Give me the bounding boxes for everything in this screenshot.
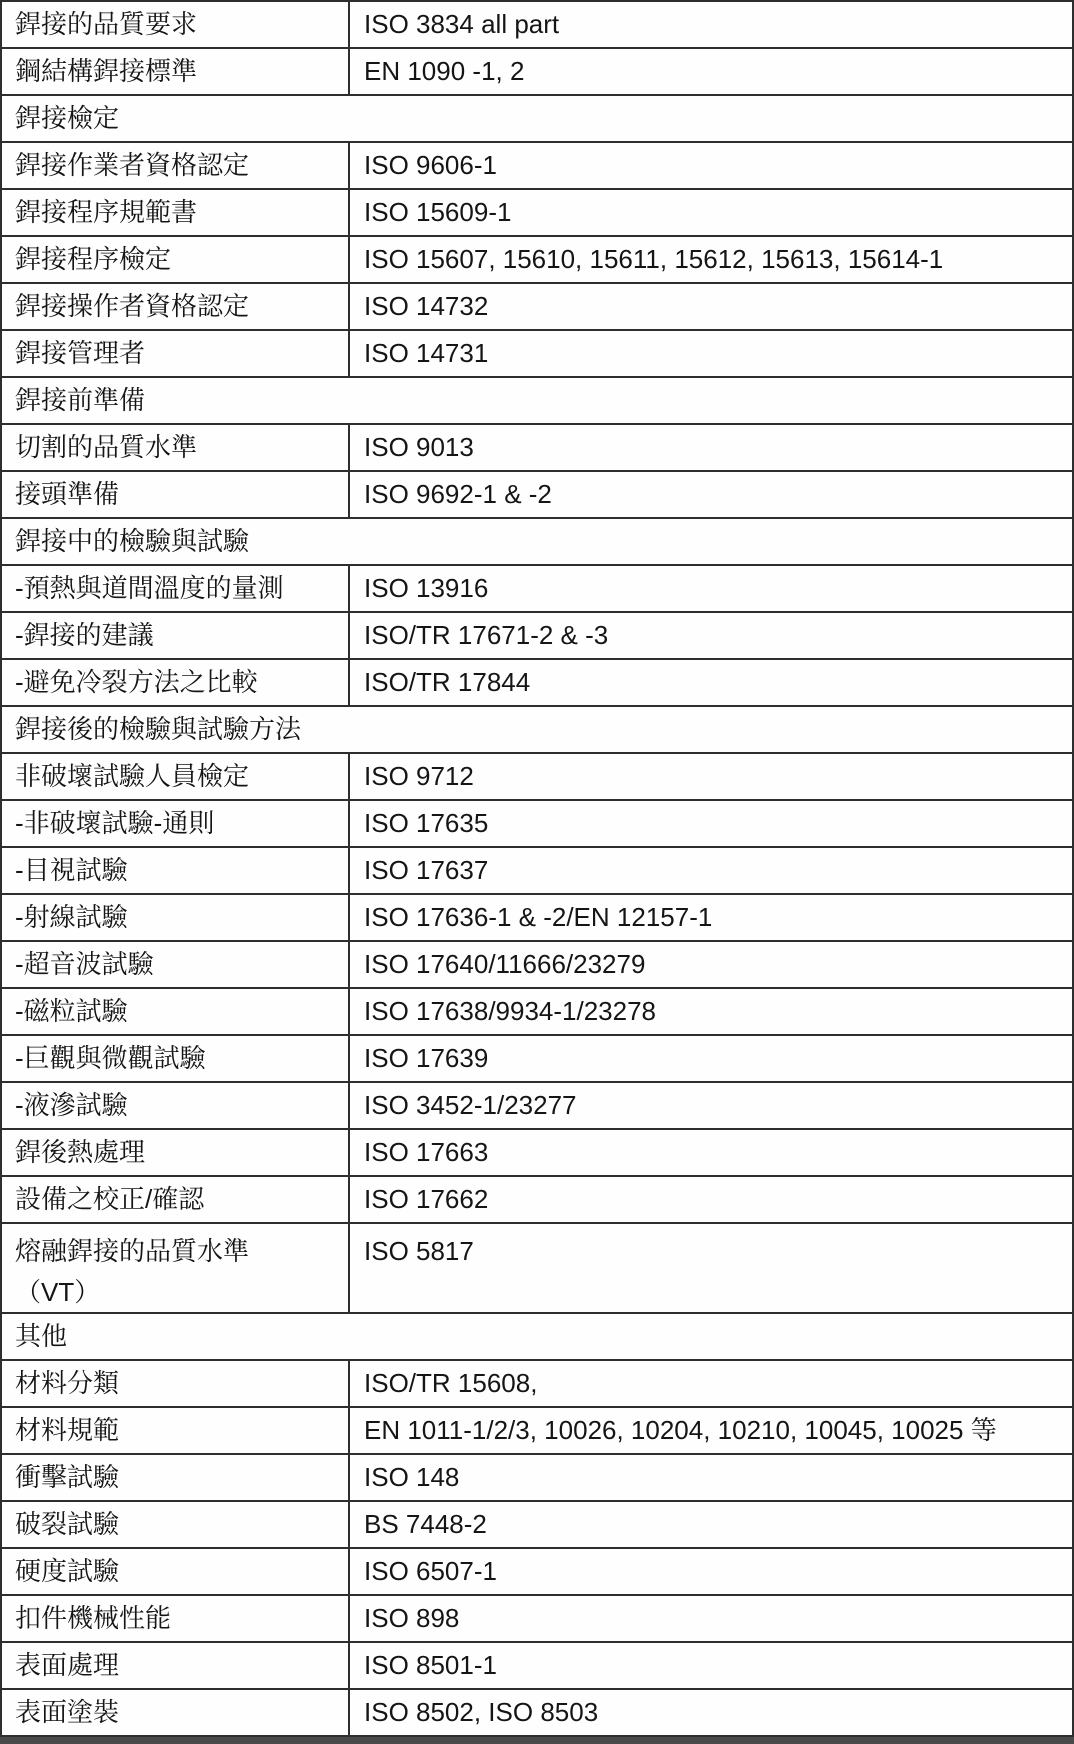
row-value-cell [350, 1549, 1072, 1594]
table-row [2, 1177, 1072, 1224]
table-row [2, 425, 1072, 472]
row-value: ISO 17639 [364, 1042, 489, 1073]
table-row [2, 1130, 1072, 1177]
row-value-cell [350, 1596, 1072, 1641]
row-value: EN 1011-1/2/3, 10026, 10204, 10210, 10045, 10025 等 [364, 1414, 997, 1445]
row-value-cell [350, 1643, 1072, 1688]
row-value: ISO 9013 [364, 431, 474, 462]
row-value-cell [350, 1083, 1072, 1128]
row-label-cell [2, 425, 350, 470]
row-value: ISO 3452-1/23277 [364, 1089, 577, 1120]
row-value: ISO 17637 [364, 854, 489, 885]
row-value-cell [350, 331, 1072, 376]
row-value-cell [350, 1455, 1072, 1500]
row-label-cell [2, 613, 350, 658]
row-label: 接頭準備 [15, 478, 120, 509]
row-label: 非破壞試驗人員檢定 [15, 760, 250, 791]
section-header-label: 銲接檢定 [15, 102, 120, 133]
row-label: 鋼結構銲接標準 [15, 55, 198, 86]
row-value-cell [350, 1177, 1072, 1222]
table-row [2, 1408, 1072, 1455]
table-row [2, 190, 1072, 237]
row-value-cell [350, 472, 1072, 517]
row-value-cell [350, 895, 1072, 940]
row-value-cell [350, 1036, 1072, 1081]
row-label-cell [2, 2, 350, 47]
row-label: 扣件機械性能 [15, 1602, 172, 1633]
row-label-cell [2, 1690, 350, 1735]
row-label-cell [2, 1361, 350, 1406]
row-value-cell [350, 1361, 1072, 1406]
row-label: 熔融銲接的品質水準 [15, 1236, 250, 1266]
section-header-label: 銲接後的檢驗與試驗方法 [15, 713, 302, 744]
table-row [2, 1083, 1072, 1130]
row-label-cell [2, 801, 350, 846]
row-value-cell [350, 49, 1072, 94]
row-value-cell [350, 143, 1072, 188]
row-label-cell [2, 1083, 350, 1128]
row-value-cell [350, 1502, 1072, 1547]
table-row [2, 143, 1072, 190]
row-value-cell [350, 989, 1072, 1034]
row-label-cell [2, 1036, 350, 1081]
row-label-cell [2, 237, 350, 282]
row-label-cell [2, 472, 350, 517]
row-value: ISO 148 [364, 1461, 460, 1492]
row-value: ISO 17635 [364, 807, 489, 838]
table-row [2, 613, 1072, 660]
row-value-cell [350, 848, 1072, 893]
row-label-cell [2, 1408, 350, 1453]
row-label: -目視試驗 [15, 854, 128, 885]
table-row [2, 331, 1072, 378]
row-label: -避免冷裂方法之比較 [15, 666, 258, 697]
section-header-label: 銲接中的檢驗與試驗 [15, 525, 250, 556]
table-row [2, 989, 1072, 1036]
row-label: 衝擊試驗 [15, 1461, 120, 1492]
row-label-cell [2, 989, 350, 1034]
row-value: BS 7448-2 [364, 1508, 487, 1539]
row-value: ISO 14731 [364, 337, 489, 368]
row-value-cell [350, 613, 1072, 658]
row-value: ISO 17662 [364, 1183, 489, 1214]
table-row [2, 49, 1072, 96]
row-label-cell [2, 284, 350, 329]
row-value: ISO 3834 all part [364, 8, 560, 39]
row-value-cell [350, 237, 1072, 282]
section-row [2, 519, 1072, 566]
row-label: 銲接操作者資格認定 [15, 290, 250, 321]
table-row [2, 472, 1072, 519]
row-label-cell [2, 1455, 350, 1500]
row-value: ISO/TR 15608, [364, 1367, 538, 1398]
section-header-cell [2, 1314, 1072, 1359]
row-value-cell [350, 190, 1072, 235]
table-row [2, 754, 1072, 801]
row-label: -磁粒試驗 [15, 995, 128, 1026]
row-label: 設備之校正/確認 [15, 1183, 205, 1214]
table-row [2, 848, 1072, 895]
row-label-cell [2, 1549, 350, 1594]
section-row [2, 96, 1072, 143]
row-label-cell [2, 895, 350, 940]
section-header-cell [2, 707, 1072, 752]
table-row [2, 1596, 1072, 1643]
row-value: EN 1090 -1, 2 [364, 55, 525, 86]
table-row [2, 1502, 1072, 1549]
row-value-cell [350, 754, 1072, 799]
section-header-label: 銲接前準備 [15, 384, 146, 415]
row-value-cell [350, 1408, 1072, 1453]
table-row [2, 660, 1072, 707]
row-value: ISO 6507-1 [364, 1555, 497, 1586]
row-label: 銲後熱處理 [15, 1136, 146, 1167]
row-label: 材料分類 [15, 1367, 120, 1398]
row-value: ISO 8501-1 [364, 1649, 497, 1680]
row-label: -預熱與道間溫度的量測 [15, 572, 284, 603]
row-value: ISO 17640/11666/23279 [364, 948, 646, 979]
row-value: ISO 898 [364, 1602, 460, 1633]
row-value: ISO 17663 [364, 1136, 489, 1167]
section-header-cell [2, 96, 1072, 141]
row-label: 材料規範 [15, 1414, 120, 1445]
row-label: -巨觀與微觀試驗 [15, 1042, 206, 1073]
section-header-cell [2, 378, 1072, 423]
row-label: 銲接作業者資格認定 [15, 149, 250, 180]
row-value-cell [350, 566, 1072, 611]
section-row [2, 378, 1072, 425]
row-value-cell [350, 1690, 1072, 1735]
row-label-cell [2, 1177, 350, 1222]
row-label-cell [2, 1643, 350, 1688]
row-label: -銲接的建議 [15, 619, 154, 650]
row-label-cell [2, 660, 350, 705]
row-value: ISO/TR 17671-2 & -3 [364, 619, 609, 650]
row-label-cell [2, 190, 350, 235]
table-row [2, 1643, 1072, 1690]
row-value: ISO 17638/9934-1/23278 [364, 995, 657, 1026]
row-label-cell [2, 1224, 350, 1312]
row-value: ISO 8502, ISO 8503 [364, 1696, 599, 1727]
row-value: ISO 5817 [364, 1236, 474, 1266]
row-label-cell [2, 566, 350, 611]
row-label: -液滲試驗 [15, 1089, 128, 1120]
row-value-cell [350, 942, 1072, 987]
row-value-cell [350, 801, 1072, 846]
row-value-cell [350, 284, 1072, 329]
row-label-cell [2, 848, 350, 893]
section-header-cell [2, 519, 1072, 564]
row-label-cell [2, 754, 350, 799]
row-value-cell [350, 660, 1072, 705]
row-label: 切割的品質水準 [15, 431, 198, 462]
row-label-cell [2, 49, 350, 94]
table-row [2, 1455, 1072, 1502]
table-row [2, 2, 1072, 49]
row-label: 銲接程序規範書 [15, 196, 198, 227]
row-label-cell [2, 942, 350, 987]
row-label-cell [2, 143, 350, 188]
row-label: 表面處理 [15, 1649, 120, 1680]
table-row [2, 1690, 1072, 1737]
row-label-cell [2, 1502, 350, 1547]
table-row [2, 1036, 1072, 1083]
table-row [2, 1549, 1072, 1596]
table-row [2, 942, 1072, 989]
table-row [2, 1361, 1072, 1408]
row-value-cell [350, 1130, 1072, 1175]
row-label-cell [2, 331, 350, 376]
row-label: 破裂試驗 [15, 1508, 120, 1539]
section-row [2, 707, 1072, 754]
table-row [2, 237, 1072, 284]
row-label-line2: （VT） [15, 1277, 101, 1308]
table-row [2, 801, 1072, 848]
row-label: -射線試驗 [15, 901, 128, 932]
table-row [2, 895, 1072, 942]
bottom-edge-bar [0, 1737, 1074, 1744]
row-value: ISO 14732 [364, 290, 489, 321]
row-value: ISO 15609-1 [364, 196, 512, 227]
row-value: ISO 9692-1 & -2 [364, 478, 552, 509]
row-value-cell [350, 1224, 1072, 1312]
section-row [2, 1314, 1072, 1361]
row-value: ISO 13916 [364, 572, 489, 603]
row-label: -非破壞試驗-通則 [15, 807, 215, 838]
section-header-label: 其他 [15, 1320, 68, 1351]
row-value: ISO 17636-1 & -2/EN 12157-1 [364, 901, 713, 932]
row-value-cell [350, 2, 1072, 47]
row-label: 銲接管理者 [15, 337, 146, 368]
row-value-cell [350, 425, 1072, 470]
row-label: 銲接程序檢定 [15, 243, 172, 274]
row-label-cell [2, 1596, 350, 1641]
table-row [2, 284, 1072, 331]
row-label: -超音波試驗 [15, 948, 154, 979]
row-label-cell [2, 1130, 350, 1175]
row-value: ISO 9606-1 [364, 149, 497, 180]
row-value: ISO/TR 17844 [364, 666, 531, 697]
row-label: 銲接的品質要求 [15, 8, 198, 39]
row-label: 表面塗裝 [15, 1696, 120, 1727]
table-row [2, 1224, 1072, 1314]
row-value: ISO 9712 [364, 760, 474, 791]
row-value: ISO 15607, 15610, 15611, 15612, 15613, 15614-1 [364, 243, 944, 274]
row-label: 硬度試驗 [15, 1555, 120, 1586]
table-row [2, 566, 1072, 613]
